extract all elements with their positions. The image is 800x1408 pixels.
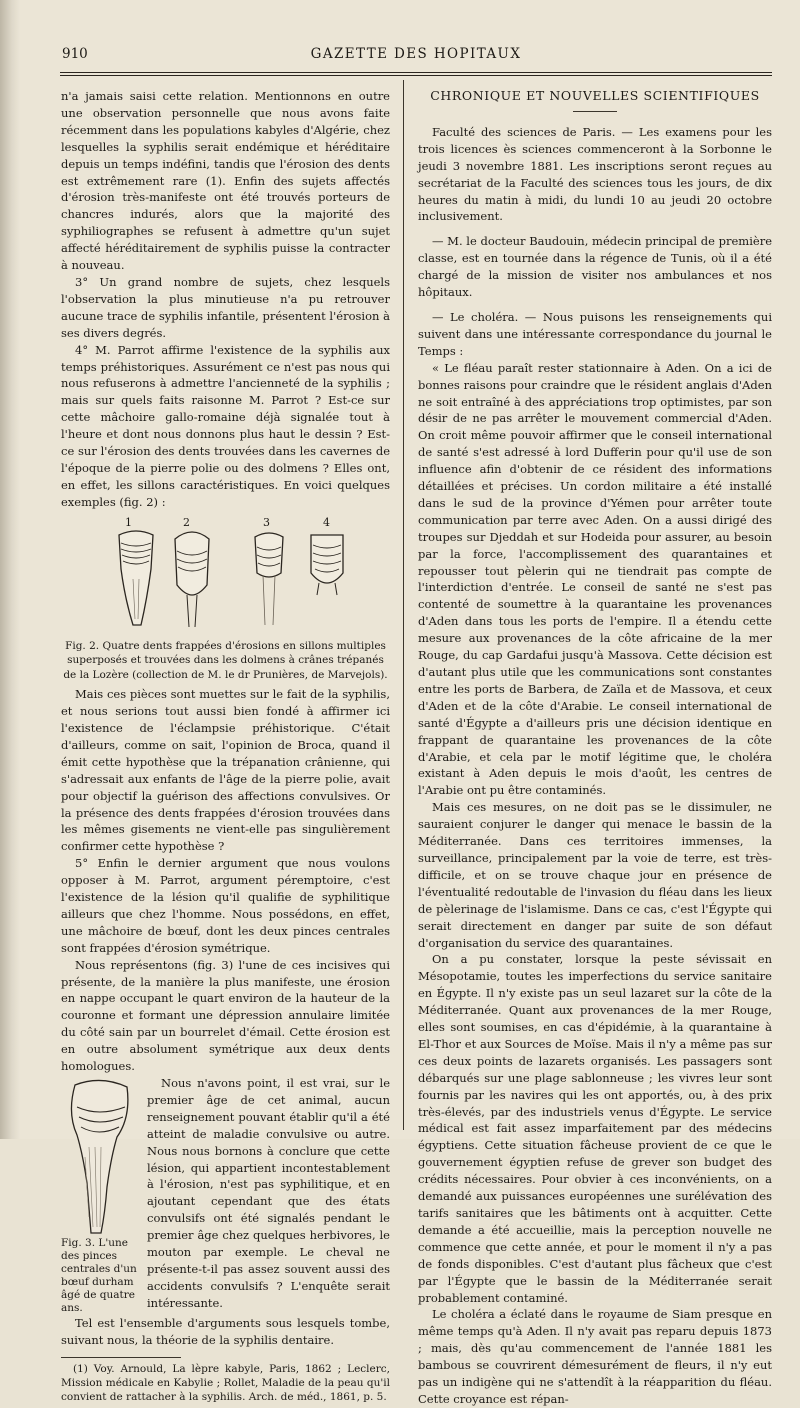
- figure-3-caption: Fig. 3. L'une des pinces centrales d'un bœuf durham âgé de quatre ans.: [61, 1237, 137, 1314]
- figure-2-caption: Fig. 2. Quatre dents frappées d'érosions en sillons multiples superposés et trouvées dans les dolmens à crânes trépanés de la Lozère (collection de M. le dr Prunières, de Marvejols).: [63, 639, 388, 681]
- header-rule-top: [60, 72, 772, 73]
- tooth-2-drawing: [169, 529, 215, 629]
- column-divider: [403, 80, 404, 1130]
- footnote-rule: [61, 1357, 181, 1358]
- paragraph: n'a jamais saisi cette relation. Mentionnons en outre une observation personnelle que nous avons faite récemment dans les populations kabyles d'Algérie, chez lesquelles la syphilis serait endémique et héréditaire depuis un temps indéfini, tandis que l'érosion des dents est extrêmement rare (1). Enfin des sujets affectés d'érosion très-manifeste ont été trouvés porteurs de chancres indurés, alors que la majorité des syphiliographes se refusent à admettre qu'un sujet affecté héréditairement de syphilis puisse la contracter à nouveau.: [61, 89, 390, 273]
- right-column: [418, 88, 772, 1408]
- figure-3: [61, 1077, 141, 1315]
- left-column: [61, 88, 390, 1404]
- tooth-3-drawing: [249, 529, 289, 629]
- paragraph: 3° Un grand nombre de sujets, chez lesquels l'observation la plus minutieuse n'a pu retrouver aucune trace de syphilis infantile, présentent l'érosion à ses divers degrés.: [61, 274, 390, 340]
- paragraph: 4° M. Parrot affirme l'existence de la syphilis aux temps préhistoriques. Assurément ce n'est pas nous qui nous refuserons à admettre l'ancienneté de la syphilis ; mais sur quels faits raisonne M. Parrot ? Est-ce sur cette mâchoire gallo-romaine déjà signalée tout à l'heure et dont nous donnons plus haut le dessin ? Est-ce sur l'érosion des dents trouvées dans les cavernes de l'époque de la pierre polie ou des dolmens ? Elles ont, en effet, les sillons caractéristiques. En voici quelques exemples (fig. 2) :: [61, 342, 390, 509]
- page-binding-shadow: [0, 0, 20, 1139]
- paragraph: Mais ces pièces sont muettes sur le fait de la syphilis, et nous serions tout aussi bien fondé à affirmer ici l'existence de l'éclampsie préhistorique. C'était d'ailleurs, comme on sait, l'opinion de Broca, quand il émit cette hypothèse que la trépanation crânienne, qui s'adressait aux enfants de l'âge de la pierre polie, avait pour objectif la guérison des affections convulsives. Or la présence des dents frappées d'érosion trouvées dans les mêmes gisements ne vient-elle pas singulièrement confirmer cette hypothèse ?: [61, 687, 390, 854]
- paragraph: — M. le docteur Baudouin, médecin principal de première classe, est en tournée dans la régence de Tunis, où il a été chargé de la mission de visiter nos ambulances et nos hôpitaux.: [418, 234, 772, 300]
- paragraph: On a pu constater, lorsque la peste sévissait en Mésopotamie, toutes les imperfections du service sanitaire en Égypte. Il n'y existe pas un seul lazaret sur la côte de la Méditerranée. Quant aux provenances de la mer Rouge, elles sont soumises, en cas d'épidémie, à la quarantaine à El-Thor et aux Sources de Moïse. Mais il n'y a même pas sur ces deux points de lazarets organisés. Les passagers sont débarqués sur une plage sablonneuse ; les vivres leur sont fournis par les navires qui les ont apportés, ou, à des prix très-élevés, par des industriels venus d'Égypte. Le service médical est fait assez imparfaitement par des médecins égyptiens. Cette situation fâcheuse provient de ce que le gouvernement égyptien refuse de grever son budget des crédits nécessaires. Pour obvier à ces inconvénients, on a demandé aux puissances européennes une surélévation des tarifs sanitaires que les bâtiments ont à acquitter. Cette demande a été accueillie, mais la perception nouvelle ne commence que cette année, et pour le moment il n'y a pas de fonds disponibles. C'est d'autant plus fâcheux que c'est par l'Égypte que le bassin de la Méditerranée serait probablement contaminé.: [418, 952, 772, 1305]
- figure-2-number: 3: [263, 515, 270, 529]
- figure-2-number: 1: [125, 515, 132, 529]
- section-title: CHRONIQUE ET NOUVELLES SCIENTIFIQUES: [430, 88, 760, 103]
- paragraph: — Le choléra. — Nous puisons les renseignements qui suivent dans une intéressante correspondance du journal le Temps :: [418, 309, 772, 358]
- footnote: (1) Voy. Arnould, La lèpre kabyle, Paris, 1862 ; Leclerc, Mission médicale en Kabylie ; Rollet, Maladie de la peau qu'il convient de rattacher à la syphilis. Arch. de méd., 1861, p. 5.: [61, 1362, 390, 1403]
- paragraph: Mais ces mesures, on ne doit pas se le dissimuler, ne sauraient conjurer le danger qui menace le bassin de la Méditerranée. Dans ces territoires immenses, la surveillance, principalement par la voie de terre, est très-difficile, et on se trouve chaque jour en présence de l'éventualité redoutable de l'invasion du fléau dans les lieux de pèlerinage de l'islamisme. Dans ce cas, c'est l'Égypte qui serait directement en danger par suite de son défaut d'organisation du service des quarantaines.: [418, 800, 772, 950]
- figure-2-number: 4: [323, 515, 330, 529]
- paragraph: Le choléra a éclaté dans le royaume de Siam presque en même temps qu'à Aden. Il n'y avait pas reparu depuis 1873 ; mais, dès qu'au commencement de l'année 1881 les bambous se couvrirent démesurément de fleurs, il n'y eut pas un indigène qui ne s'attendît à la réapparition du fléau. Cette croyance est répan-: [418, 1307, 772, 1406]
- page-number: 910: [62, 46, 88, 62]
- bovine-incisor-drawing: [61, 1077, 141, 1237]
- page-header: [60, 46, 772, 66]
- header-rule-bottom: [60, 75, 772, 76]
- figure-2-number: 2: [183, 515, 190, 529]
- paragraph: Nous représentons (fig. 3) l'une de ces incisives qui présente, de la manière la plus manifeste, une érosion en nappe occupant le quart environ de la hauteur de la couronne et formant une dépression annulaire limitée du côté sain par un bourrelet d'émail. Cette érosion est en outre absolument symétrique aux deux dents homologues.: [61, 957, 390, 1074]
- paragraph: « Le fléau paraît rester stationnaire à Aden. On a ici de bonnes raisons pour craindre que le résident anglais d'Aden ne soit entraîné à des appréciations trop optimistes, par son désir de ne pas arrêter le mouvement commercial d'Aden. On croit même pouvoir affirmer que le conseil international de santé s'est adressé à lord Dufferin pour qu'il use de son influence afin d'obtenir de ce résident des informations détaillées et précises. Un cordon militaire a été installé dans le sud de la province d'Yémen pour arrêter toute communication par terre avec Aden. On a aussi dirigé des troupes sur Djeddah et sur Hodeida pour assurer, au besoin par la force, l'accomplissement des quarantaines et repousser tout pèlerin qui ne tiendrait pas compte de l'interdiction d'entrée. Le conseil de santé ne s'est pas contenté de soumettre à la quarantaine les provenances d'Aden dans tous les ports de l'empire. Il a étendu cette mesure aux provenances de la côte africaine de la mer Rouge, du cap Gardafui jusqu'à Massova. Cette décision est d'autant plus utile que les communications sont constantes entre les ports de Barbera, de Zaïla et de Massova, et ceux d'Aden et de la côte d'Arabie. Le conseil international de santé d'Égypte a d'ailleurs pris une décision identique en frappant de quarantaine les provenances de la côte d'Arabie, et cela par le motif légitime que, le choléra existant à Aden depuis le mois d'août, les centres de l'Arabie ont pu être contaminés.: [418, 360, 772, 798]
- paragraph: Nous n'avons point, il est vrai, sur le premier âge de cet animal, aucun renseignement pouvant établir qu'il a été atteint de maladie convulsive ou autre. Nous nous bornons à conclure que cette lésion, qui appartient incontestablement à l'érosion, n'est pas syphilitique, et en ajoutant cependant que des états convulsifs ont été signalés pendant le premier âge chez quelques herbivores, le mouton par exemple. Le cheval ne présente-t-il pas assez souvent aussi des accidents convulsifs ? L'enquête serait intéressante.: [147, 1076, 390, 1310]
- paragraph: Tel est l'ensemble d'arguments sous lesquels tombe, suivant nous, la théorie de la syphilis dentaire.: [61, 1316, 390, 1347]
- section-rule: [573, 111, 617, 112]
- paragraph: 5° Enfin le dernier argument que nous voulons opposer à M. Parrot, argument péremptoire, c'est l'existence de la lésion qu'il qualifie de syphilitique ailleurs que chez l'homme. Nous possédons, en effet, une mâchoire de bœuf, dont les deux pinces centrales sont frappées d'érosion symétrique.: [61, 856, 390, 955]
- figure-2: [61, 515, 390, 637]
- journal-title: GAZETTE DES HOPITAUX: [310, 46, 522, 62]
- tooth-1-drawing: [111, 529, 161, 629]
- paragraph: Faculté des sciences de Paris. — Les examens pour les trois licences ès sciences commenceront à la Sorbonne le jeudi 3 novembre 1881. Les inscriptions seront reçues au secrétariat de la Faculté des sciences tous les jours, de dix heures du matin à midi, du lundi 10 au jeudi 20 octobre inclusivement.: [418, 124, 772, 224]
- tooth-4-drawing: [305, 529, 349, 599]
